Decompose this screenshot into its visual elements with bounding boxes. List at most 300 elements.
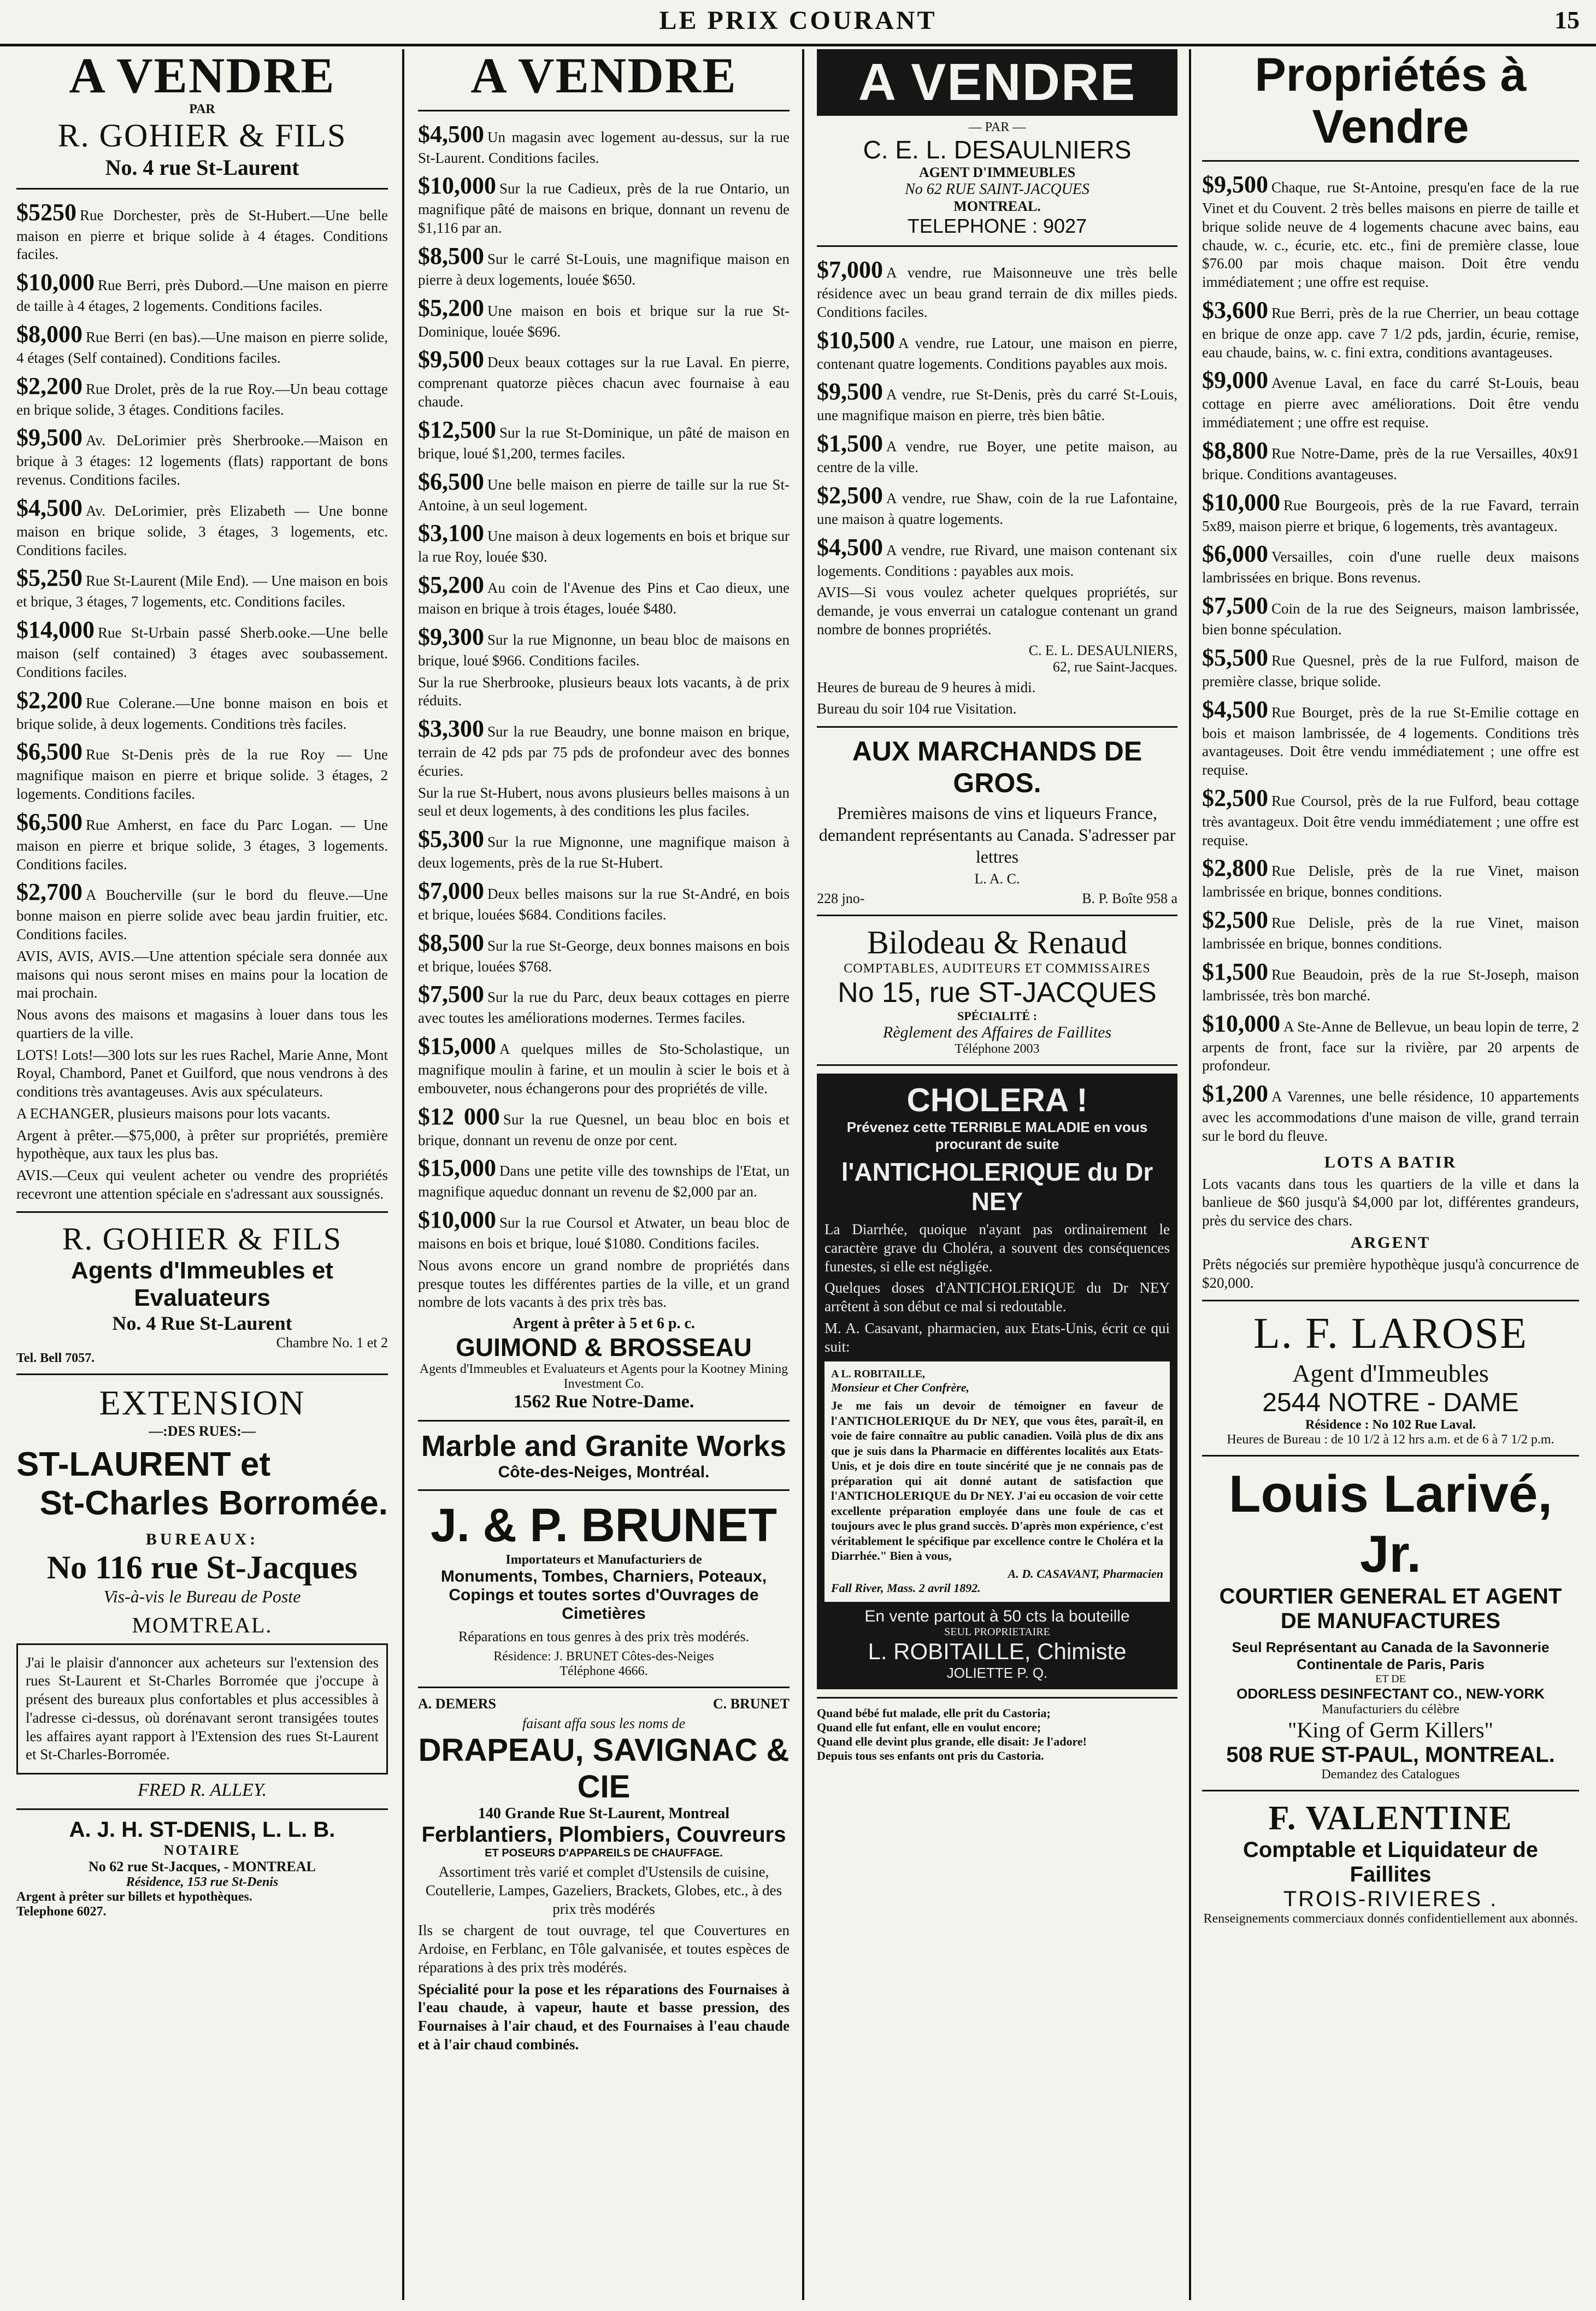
divider [16, 1808, 388, 1810]
cholera-name: L. ROBITAILLE, Chimiste [868, 1638, 1127, 1664]
divider [817, 1064, 1177, 1066]
bilodeau-title: Bilodeau & Renaud [867, 924, 1128, 960]
page-header [0, 0, 1596, 46]
gohier-par: PAR [189, 102, 215, 116]
listing-text: Au coin de l'Avenue des Pins et Cao dieux, une maison en brique à trois étages, louée $480. [418, 580, 790, 617]
marchands-title: AUX MARCHANDS DE GROS. [852, 736, 1142, 798]
listing-text: Rue Dorchester, près de St-Hubert.—Une belle maison en pierre et brique solide à 4 étages. Conditions faciles. [16, 207, 388, 263]
listing-price: $14,000 [16, 616, 95, 644]
larive-sub-1: COURTIER GENERAL ET AGENT [1219, 1584, 1562, 1609]
divider [16, 1373, 388, 1375]
extension-text: J'ai le plaisir d'annoncer aux acheteurs sur l'extension des rues St-Laurent et St-Charles Borromée que j'occupe à présent des bureaux plus confortables et plus accessibles à l'adresse ci-dessus, où dorénavant seront transigées toutes les affaires ayant rapport à l'Extension des rues St-Laurent et St-Charles-Borromée. [26, 1654, 379, 1763]
letter-place: Fall River, Mass. 2 avril 1892. [831, 1581, 981, 1595]
lots-title: LOTS A BATIR [1324, 1153, 1457, 1171]
gohier-firm: R. GOHIER & FILS [57, 117, 347, 154]
marble-title: Marble and Granite Works [421, 1430, 787, 1463]
listing-price: $2,700 [16, 879, 83, 906]
brunet-residence: Résidence: J. BRUNET Côtes-des-Neiges [493, 1649, 714, 1664]
cholera-text-2: Quelques doses d'ANTICHOLERIQUE du Dr NEY arrêtent à son début ce mal si redoutable. [824, 1280, 1170, 1314]
listing-item [418, 293, 790, 341]
listing-text: Un magasin avec logement au-dessus, sur la rue St-Laurent. Conditions faciles. [418, 128, 790, 166]
listing-price: $9,500 [418, 346, 484, 373]
listing-price: $2,200 [16, 372, 83, 399]
larose-hours: Heures de Bureau : de 10 1/2 à 12 hrs a.m. et de 6 à 7 1/2 p.m. [1227, 1432, 1554, 1447]
larive-sub-2: DE MANUFACTURES [1280, 1609, 1501, 1634]
listing-price: $6,000 [1202, 540, 1268, 568]
listing-item [16, 563, 388, 611]
listing-price: $3,100 [418, 520, 484, 547]
listing-item [418, 241, 790, 290]
gohier-footer-firm: R. GOHIER & FILS [62, 1221, 343, 1257]
divider [817, 726, 1177, 728]
castoria-line-3: Quand elle devint plus grande, elle disait: Je l'adore! [817, 1734, 1087, 1748]
listing-price: $1,500 [1202, 958, 1268, 985]
listing-price: $9,500 [817, 378, 883, 405]
listing-price: $8,500 [418, 242, 484, 269]
extension-title: EXTENSION [99, 1383, 305, 1422]
cholera-letter [824, 1361, 1170, 1602]
listing-text: Av. DeLorimier, près Elizabeth — Une bonne maison en brique solide, 3 étages, 3 logements, etc. Conditions faciles. [16, 502, 388, 558]
lots-text: Lots vacants dans tous les quartiers de la ville et dans la banlieue de $60 jusqu'à $4,000 par lot, différentes grandeurs, près du service des chars. [1202, 1175, 1579, 1229]
larive-company: ODORLESS DESINFECTANT CO., NEW-YORK [1236, 1685, 1545, 1702]
bilodeau-tel: Téléphone 2003 [955, 1042, 1040, 1056]
listing-price: $4,500 [418, 120, 484, 148]
listing-item [1202, 591, 1579, 639]
listing-item [1202, 539, 1579, 587]
listing-item [418, 622, 790, 670]
extension-st-laurent: ST-LAURENT et [16, 1445, 270, 1483]
extension-city: MOMTREAL. [132, 1612, 273, 1637]
listing-price: $9,300 [418, 623, 484, 650]
listing-text: Sur la rue Beaudry, une bonne maison en brique, terrain de 42 pds par 75 pds de profondeur avec des bonnes écuries. [418, 723, 790, 779]
listing-price: $9,500 [16, 424, 83, 451]
brunet-repairs: Réparations en tous genres à des prix très modérés. [458, 1629, 750, 1645]
listing-text: A Ste-Anne de Bellevue, un beau lopin de terre, 2 arpents de front, face sur la rivière, par 20 arpents de profondeur. [1202, 1018, 1579, 1074]
listing-text: Sur la rue Sherbrooke, plusieurs beaux lots vacants, à de prix réduits. [418, 674, 790, 709]
listing-item [16, 319, 388, 368]
listing-text: Rue Notre-Dame, près de la rue Versailles, 40x91 brique. Conditions avantageuses. [1202, 445, 1579, 482]
guimond-heading: A VENDRE [470, 49, 737, 103]
listing-price: $5,200 [418, 294, 484, 321]
listing-text: Une belle maison en pierre de taille sur la rue St-Antoine, à un seul logement. [418, 476, 790, 514]
marchands-ref: 228 jno- [817, 891, 865, 906]
listing-item [16, 493, 388, 560]
listing-price: $4,500 [1202, 695, 1268, 723]
marchands-box: B. P. Boîte 958 a [1082, 891, 1177, 906]
listing-text: Une maison à deux logements en bois et brique sur la rue Roy, louée $30. [418, 528, 790, 565]
listing-price: $15,000 [418, 1154, 496, 1182]
listing-item [418, 1031, 790, 1098]
listing-item [418, 119, 790, 168]
desaulniers-heading: A VENDRE [817, 49, 1177, 116]
listing-price: $5,200 [418, 571, 484, 599]
desaulniers-hours: Heures de bureau de 9 heures à midi. [817, 679, 1036, 695]
listing-text: Sur la rue St-Dominique, un pâté de maison en brique, loué $1,200, termes faciles. [418, 424, 790, 462]
listing-price: $1,200 [1202, 1080, 1268, 1107]
drapeau-poseurs: ET POSEURS D'APPAREILS DE CHAUFFAGE. [485, 1847, 723, 1860]
listing-price: $6,500 [418, 468, 484, 495]
listing-text: Sur la rue Mignonne, un beau bloc de maisons en brique, loué $966. Conditions faciles. [418, 631, 790, 669]
letter-to: A L. ROBITAILLE, [831, 1368, 925, 1381]
marchands-lac: L. A. C. [974, 871, 1020, 887]
listing-item [1202, 783, 1579, 850]
notice-paragraph: A ECHANGER, plusieurs maisons pour lots vacants. [16, 1105, 331, 1122]
marchands-text: Premières maisons de vins et liqueurs France, demandent représentants au Canada. S'adresser par lettres [818, 803, 1176, 866]
listing-item [16, 736, 388, 804]
listing-text: A vendre, rue Rivard, une maison contenant six logements. Conditions : payables aux mois. [817, 541, 1177, 579]
listing-text: A vendre, rue Latour, une maison en pierre, contenant quatre logements. Conditions payables aux mois. [817, 334, 1177, 372]
listing-item [1202, 905, 1579, 953]
listing-item [16, 267, 388, 316]
listing-text: Deux beaux cottages sur la rue Laval. En pierre, comprenant quatorze pièces chacun avec fournaise à eau chaude. [418, 354, 790, 410]
extension-signature: FRED R. ALLEY. [137, 1780, 267, 1801]
listing-item [1202, 365, 1579, 432]
brunet-sub: Importateurs et Manufacturiers de [505, 1553, 702, 1567]
argent-title: ARGENT [1350, 1233, 1431, 1252]
gohier-notices [16, 947, 388, 1204]
cholera-ad [817, 1074, 1177, 1689]
divider [418, 1687, 790, 1688]
listing-text: Dans une petite ville des townships de l'Etat, un magnifique aqueduc donnant un revenu de $2,000 par an. [418, 1163, 790, 1200]
listing-text: Rue St-Urbain passé Sherb.ooke.—Une belle maison (self contained) 3 étages avec soubassement. Conditions faciles. [16, 624, 388, 680]
desaulniers-avis: AVIS—Si vous voulez acheter quelques propriétés, sur demande, je vous enverrai un catalogue contenant un grand nombre de bonnes propriétés. [817, 584, 1177, 638]
desaulniers-evening: Bureau du soir 104 rue Visitation. [817, 700, 1017, 717]
extension-des-rues: —:DES RUES:— [149, 1423, 256, 1439]
cholera-proprietor: SEUL PROPRIETAIRE [944, 1625, 1050, 1638]
larive-name: Louis Larivé, Jr. [1228, 1465, 1553, 1584]
listing-item [1202, 435, 1579, 484]
listing-price: $6,500 [16, 808, 83, 835]
castoria-line-2: Quand elle fut enfant, elle en voulut encore; [817, 1720, 1041, 1734]
listing-item [817, 480, 1177, 529]
desaulniers-city: MONTREAL. [953, 198, 1041, 214]
listing-text: Rue Berri (en bas).—Une maison en pierre solide, 4 étages (Self contained). Conditions faciles. [16, 328, 388, 366]
listing-item [418, 1205, 790, 1253]
divider [418, 1420, 790, 1422]
listing-text: Rue Quesnel, près de la rue Fulford, maison de première classe, brique solide. [1202, 652, 1579, 689]
listing-text: Rue St-Laurent (Mile End). — Une maison en bois et brique, 3 étages, 7 logements, etc. Conditions faciles. [16, 573, 388, 610]
listing-text: Sur la rue Cadieux, près de la rue Ontario, un magnifique pâté de maisons en brique, donnant un revenu de $1,116 par an. [418, 180, 790, 237]
listing-text: Une maison en bois et brique sur la rue St-Dominique, louée $696. [418, 302, 790, 340]
listing-text: Deux belles maisons sur la rue St-André, en bois et brique, louées $684. Conditions faciles. [418, 885, 790, 923]
drapeau-faisant: faisant affa sous les noms de [522, 1715, 686, 1732]
divider [418, 110, 790, 111]
listing-text: Sur la rue Coursol et Atwater, un beau bloc de maisons en bois et brique, loué $1080. Conditions faciles. [418, 1215, 790, 1252]
valentine-sub: Comptable et Liquidateur de Faillites [1242, 1838, 1539, 1887]
listing-price: $5,250 [16, 564, 83, 592]
gohier-footer-tag: Agents d'Immeubles et Evaluateurs [71, 1257, 333, 1311]
listing-text: A Boucherville (sur le bord du fleuve.—Une bonne maison en pierre solide avec beau jardin fruitier, etc. Conditions faciles. [16, 887, 388, 943]
listing-text: Rue Drolet, près de la rue Roy.—Un beau cottage en brique solide, 3 étages. Conditions faciles. [16, 380, 388, 418]
desaulniers-agent: AGENT D'IMMEUBLES [918, 164, 1076, 180]
notary-title: NOTAIRE [163, 1842, 241, 1859]
larive-address: 508 RUE ST-PAUL, MONTREAL. [1226, 1743, 1555, 1767]
listing-price: $1,500 [817, 430, 883, 457]
listing-item [16, 685, 388, 734]
newspaper-title: LE PRIX COURANT [659, 6, 937, 35]
listing-text: Av. DeLorimier près Sherbrooke.—Maison en brique à 3 étages: 12 logements (flats) rapportant de bons revenus. Conditions faciles. [16, 432, 388, 488]
drapeau-text-1: Assortiment très varié et complet d'Ustensils de cuisine, Coutellerie, Lampes, Gazeliers, Brackets, Globes, etc., à des prix très modérés [425, 1864, 782, 1917]
listing-price: $2,200 [16, 686, 83, 714]
gohier-listings [16, 197, 388, 944]
listing-item [418, 344, 790, 411]
listing-text: Avenue Laval, en face du carré St-Louis, beau cottage en pierre avec améliorations. Doit être vendu immédiatement ; une offre est requise. [1202, 375, 1579, 431]
listing-text: Coin de la rue des Seigneurs, maison lambrissée, bien bonne spéculation. [1202, 600, 1579, 638]
larive-catalogues: Demandez des Catalogues [1321, 1767, 1460, 1782]
listing-item [418, 415, 790, 463]
notary-residence: Résidence, 153 rue St-Denis [126, 1875, 279, 1890]
column-4 [1191, 49, 1590, 2300]
listing-text: Rue Berri, près de la rue Cherrier, un beau cottage en brique de onze app. cave 7 1/2 pds, jardin, écurie, remise, eau chaude, bains, w. c. fini extra, conditions avantageuses. [1202, 304, 1579, 361]
guimond-address: 1562 Rue Notre-Dame. [513, 1392, 694, 1412]
listing-price: $10,000 [16, 269, 95, 296]
gohier-footer-address: No. 4 Rue St-Laurent [112, 1312, 292, 1334]
column-rule [402, 49, 404, 2300]
notary-name: A. J. H. ST-DENIS, L. L. B. [69, 1818, 335, 1842]
listing-text: A vendre, rue St-Denis, près du carré St-Louis, une magnifique maison en pierre, très bien bâtie. [817, 386, 1177, 424]
listing-item [418, 518, 790, 567]
listing-price: $15,000 [418, 1033, 496, 1060]
guimond-firm: GUIMOND & BROSSEAU [456, 1333, 752, 1362]
notice-paragraph: AVIS, AVIS, AVIS.—Une attention spéciale sera donnée aux maisons qui nous seront mises en mains pour la location de mai prochain. [16, 947, 388, 1001]
drapeau-text-3: Spécialité pour la pose et les réparations des Fournaises à l'eau chaude, à vapeur, haute et basse pression, des Fournaises à l'air chaud, et des Fournaises à l'eau chaude et à l'air chaud combinés. [418, 1980, 790, 2053]
listing-text: Rue Bourgeois, près de la rue Favard, terrain 5x89, maison pierre et brique, 6 logements, très avantageux. [1202, 497, 1579, 534]
desaulniers-par: — PAR — [968, 120, 1026, 134]
castoria-line-4: Depuis tous ses enfants ont pris du Castoria. [817, 1748, 1044, 1762]
divider [16, 188, 388, 190]
guimond-listings [418, 119, 790, 1253]
extension-bureaux: BUREAUX: [145, 1530, 259, 1548]
listing-item [16, 197, 388, 264]
listing-item [1202, 1009, 1579, 1076]
listing-item [418, 570, 790, 618]
listing-item [1202, 169, 1579, 292]
listing-price: $5250 [16, 198, 76, 226]
listing-price: $7,000 [418, 877, 484, 904]
extension-address: No 116 rue St-Jacques [46, 1549, 358, 1585]
listing-price: $8,000 [16, 320, 83, 347]
bilodeau-sub: COMPTABLES, AUDITEURS ET COMMISSAIRES [844, 962, 1151, 976]
listing-price: $4,500 [817, 533, 883, 561]
listing-text: Sur le carré St-Louis, une magnifique maison en pierre à deux logements, louée $650. [418, 250, 790, 288]
listing-price: $2,500 [817, 481, 883, 509]
guimond-sub: Agents d'Immeubles et Evaluateurs et Agents pour la Kootney Mining Investment Co. [419, 1362, 788, 1392]
listing-item [16, 615, 388, 682]
divider [1202, 1300, 1579, 1301]
gohier-footer-room: Chambre No. 1 et 2 [276, 1334, 388, 1351]
listing-text: Chaque, rue St-Antoine, presqu'en face de la rue Vinet et du Couvent. 2 très belles maisons en pierre de taille et brique solide neuve de 4 logements chacune avec bains, eau chaude, w. c., écurie, etc. etc., fini de première classe, loue $76.00 par mois chaque maison. Doit être vendu immédiatement ; une offre est requise. [1202, 179, 1579, 291]
divider [1202, 160, 1579, 162]
valentine-name: F. VALENTINE [1268, 1800, 1513, 1837]
column-rule [802, 49, 804, 2300]
desaulniers-sig-name: C. E. L. DESAULNIERS, [1028, 642, 1177, 658]
listing-text: A vendre, rue Maisonneuve une très belle résidence avec un beau grand terrain de dix milles pieds. Conditions faciles. [817, 264, 1177, 320]
listing-text: Sur la rue St-Hubert, nous avons plusieurs belles maisons à un seul et deux logements, à des conditions les plus faciles. [418, 784, 790, 820]
letter-body: Je me fais un devoir de témoigner en faveur de l'ANTICHOLERIQUE du Dr NEY, que vous êtes, paraît-il, en voie de faire connaître au public canadien. Voilà plus de dix ans que je suis dans la Pharmacie en différentes localités aux Etats-Unis, et je dois dire en toute sincérité que je ne connais pas de préparation qui ait donné autant de satisfaction que l'ANTICHOLERIQUE du Dr NEY. J'ai eu occasion de voir cette excellente préparation employée dans une foule de cas et toujours avec le plus grand succès. D'après mon expérience, c'est véritablement le spécifique par excellence contre le Choléra et la Diarrhée." Bien à vous, [831, 1399, 1163, 1563]
divider [1202, 1455, 1579, 1457]
column-1 [5, 49, 399, 2300]
listing-item [817, 376, 1177, 425]
cholera-sub: Prévenez cette TERRIBLE MALADIE en vous procurant de suite [846, 1119, 1148, 1152]
divider [817, 1697, 1177, 1699]
listing-price: $9,500 [1202, 171, 1268, 198]
listing-text: Rue Amherst, en face du Parc Logan. — Une maison en pierre et brique solide, 3 étages, 3 logements. Conditions faciles. [16, 816, 388, 872]
listing-price: $8,800 [1202, 437, 1268, 464]
listing-price: $7,500 [1202, 592, 1268, 620]
notice-paragraph: Argent à prêter.—$75,000, à prêter sur propriétés, première hypothèque, aux taux les plus bas. [16, 1127, 388, 1162]
listing-text: A Varennes, une belle résidence, 10 appartements avec les accommodations d'une maison de ville, grand terrain sur le bord du fleuve. [1202, 1088, 1579, 1144]
valentine-renseignements: Renseignements commerciaux donnés confidentiellement aux abonnés. [1203, 1912, 1578, 1926]
listing-text: A vendre, rue Shaw, coin de la rue Lafontaine, une maison à quatre logements. [817, 490, 1177, 527]
listing-text: A vendre, rue Boyer, une petite maison, au centre de la ville. [817, 438, 1177, 475]
divider [418, 1489, 790, 1491]
listing-text: Versailles, coin d'une ruelle deux maisons lambrissées en brique. Bons revenus. [1202, 549, 1579, 586]
partner-brunet: C. BRUNET [712, 1696, 790, 1712]
listing-price: $12,500 [418, 416, 496, 443]
listing-text: Sur la rue St-George, deux bonnes maisons en bois et brique, louées $768. [418, 937, 790, 975]
notary-address: No 62 rue St-Jacques, - MONTREAL [89, 1859, 316, 1875]
listing-item [418, 979, 790, 1028]
listing-item [16, 422, 388, 490]
larose-heading: Propriétés à Vendre [1255, 49, 1527, 153]
listing-text: Sur la rue Mignonne, une magnifique maison à deux logements, près de la rue St-Hubert. [418, 834, 790, 871]
listing-item [418, 928, 790, 976]
listing-item [1202, 487, 1579, 536]
notary-loan: Argent à prêter sur billets et hypothèques. [16, 1890, 252, 1905]
cholera-sale: En vente partout à 50 cts la bouteille [864, 1607, 1130, 1625]
extension-vis-a-vis: Vis-à-vis le Bureau de Poste [103, 1586, 301, 1606]
bilodeau-address: No 15, rue ST-JACQUES [838, 977, 1157, 1009]
notice-paragraph: Nous avons des maisons et magasins à louer dans tous les quartiers de la ville. [16, 1006, 388, 1041]
larive-king: "King of Germ Killers" [1288, 1718, 1493, 1743]
listing-item [418, 1153, 790, 1201]
desaulniers-name: C. E. L. DESAULNIERS [863, 135, 1132, 164]
listing-price: $10,000 [1202, 1010, 1280, 1037]
listing-item [817, 325, 1177, 374]
listing-item [16, 877, 388, 944]
larive-et-de: ET DE [1375, 1673, 1406, 1685]
listing-text: Rue St-Denis près de la rue Roy — Une magnifique maison en pierre et brique solide. 3 étages, 2 logements. Conditions faciles. [16, 746, 388, 803]
listing-text: Rue Delisle, près de la rue Vinet, maison lambrissée en brique, bonnes conditions. [1202, 863, 1579, 900]
notice-paragraph: AVIS.—Ceux qui veulent acheter ou vendre des propriétés recevront une attention spéciale en s'adressant aux soussignés. [16, 1167, 388, 1202]
desaulniers-listings [817, 255, 1177, 580]
divider [1202, 1790, 1579, 1791]
larive-manufacturers: Manufacturiers du célèbre [1322, 1702, 1459, 1717]
listing-price: $2,800 [1202, 854, 1268, 882]
cholera-product: l'ANTICHOLERIQUE du Dr NEY [841, 1158, 1153, 1216]
listing-item [1202, 853, 1579, 901]
listing-price: $10,500 [817, 326, 895, 353]
castoria-line-1: Quand bébé fut malade, elle prit du Castoria; [817, 1706, 1051, 1720]
letter-signature: A. D. CASAVANT, Pharmacien [1008, 1566, 1163, 1581]
listing-item [16, 807, 388, 874]
partner-demers: A. DEMERS [418, 1696, 497, 1712]
listing-item [1202, 957, 1579, 1005]
gohier-address: No. 4 rue St-Laurent [105, 155, 299, 180]
listing-item [1202, 642, 1579, 691]
listing-price: $3,300 [418, 715, 484, 742]
listing-price: $9,000 [1202, 367, 1268, 394]
larose-residence: Résidence : No 102 Rue Laval. [1305, 1418, 1476, 1432]
listing-text: Sur la rue Quesnel, un beau bloc en bois et brique, donnant un revenu de onze por cent. [418, 1111, 790, 1148]
listing-price: $2,500 [1202, 906, 1268, 934]
gohier-heading: A VENDRE [69, 49, 335, 103]
drapeau-trades: Ferblantiers, Plombiers, Couvreurs [421, 1823, 786, 1847]
guimond-loan: Argent à prêter à 5 et 6 p. c. [513, 1315, 695, 1333]
listing-text: Sur la rue du Parc, deux beaux cottages en pierre avec toutes les améliorations modernes. Termes faciles. [418, 989, 790, 1027]
listing-price: $7,500 [418, 981, 484, 1008]
listing-item [418, 1101, 790, 1150]
larose-listings [1202, 169, 1579, 1146]
drapeau-title: DRAPEAU, SAVIGNAC & CIE [418, 1732, 790, 1805]
listing-item [418, 876, 790, 924]
listing-text: A quelques milles de Sto-Scholastique, un magnifique moulin à farine, et un moulin à scier le bois et à embouveter, nous échangerons pour des propriétés de ville. [418, 1041, 790, 1096]
divider [817, 245, 1177, 247]
divider [817, 915, 1177, 916]
listing-item [817, 255, 1177, 322]
desaulniers-address: No 62 RUE SAINT-JACQUES [905, 181, 1089, 198]
listing-item [1202, 1078, 1579, 1146]
listing-item [418, 714, 790, 781]
larose-sub: Agent d'Immeubles [1292, 1359, 1489, 1388]
listing-text: Rue Colerane.—Une bonne maison en bois et brique solide, à deux logements. Conditions très faciles. [16, 694, 388, 732]
bilodeau-specialite: SPÉCIALITÉ : [957, 1009, 1038, 1023]
cholera-city: JOLIETTE P. Q. [946, 1664, 1048, 1681]
listing-price: $4,500 [16, 494, 83, 521]
divider [16, 1211, 388, 1213]
drapeau-address: 140 Grande Rue St-Laurent, Montreal [478, 1805, 730, 1823]
guimond-closing: Nous avons encore un grand nombre de propriétés dans presque toutes les différentes parties de la ville, et un grand nombre de lots vacants à des prix très bas. [418, 1257, 790, 1311]
column-3 [806, 49, 1188, 2300]
listing-item [1202, 694, 1579, 780]
listing-price: $3,600 [1202, 296, 1268, 323]
valentine-city: TROIS-RIVIERES . [1283, 1887, 1498, 1912]
listing-text: Rue Berri, près Dubord.—Une maison en pierre de taille à 4 étages, 2 logements. Conditions faciles. [16, 277, 388, 315]
listing-item [418, 824, 790, 872]
listing-price: $7,000 [817, 256, 883, 283]
listing-price: $10,000 [1202, 488, 1280, 516]
listing-text: Rue Beaudoin, près de la rue St-Joseph, maison lambrissée, très bon marché. [1202, 966, 1579, 1004]
desaulniers-tel: TELEPHONE : 9027 [907, 215, 1087, 237]
brunet-tel: Téléphone 4666. [560, 1664, 648, 1679]
listing-price: $10,000 [418, 1206, 496, 1234]
listing-item [16, 371, 388, 420]
cholera-text-3: M. A. Casavant, pharmacien, aux Etats-Unis, écrit ce qui suit: [824, 1319, 1170, 1355]
listing-item [418, 170, 790, 238]
letter-greeting: Monsieur et Cher Confrère, [831, 1381, 970, 1395]
listing-price: $10,000 [418, 172, 496, 199]
listing-item [418, 674, 790, 711]
listing-item [817, 532, 1177, 581]
bilodeau-reglement: Règlement des Affaires de Faillites [882, 1023, 1112, 1041]
cholera-title: CHOLERA ! [906, 1082, 1088, 1118]
argent-text: Prêts négociés sur première hypothèque jusqu'à concurrence de $20,000. [1202, 1255, 1579, 1291]
brunet-goods: Monuments, Tombes, Charniers, Poteaux, Copings et toutes sortes d'Ouvrages de Cimetières [440, 1567, 767, 1623]
notice-paragraph: LOTS! Lots!—300 lots sur les rues Rachel, Marie Anne, Mont Royal, Chambord, Panet et Guilford, que nous vendrons à des conditions très avantageuses. Avis aux spéculateurs. [16, 1046, 388, 1100]
larive-representative: Seul Représentant au Canada de la Savonnerie Continentale de Paris, Paris [1232, 1639, 1550, 1673]
listing-item [817, 428, 1177, 477]
larose-name: L. F. LAROSE [1253, 1310, 1528, 1358]
listing-price: $5,500 [1202, 644, 1268, 671]
listing-item [418, 467, 790, 515]
listing-price: $12 000 [418, 1103, 500, 1130]
listing-item [418, 784, 790, 821]
marble-location: Côte-des-Neiges, Montréal. [498, 1463, 710, 1482]
listing-price: $2,500 [1202, 784, 1268, 811]
listing-text: Rue Bourget, près de la rue St-Emilie cottage en bois et maison lambrissée, de 4 logements. Conditions très avantageuses. Doit être vendu immédiatement ; une offre est requise. [1202, 704, 1579, 779]
extension-st-charles: St-Charles Borromée. [39, 1484, 388, 1522]
larose-address: 2544 NOTRE - DAME [1262, 1388, 1519, 1418]
